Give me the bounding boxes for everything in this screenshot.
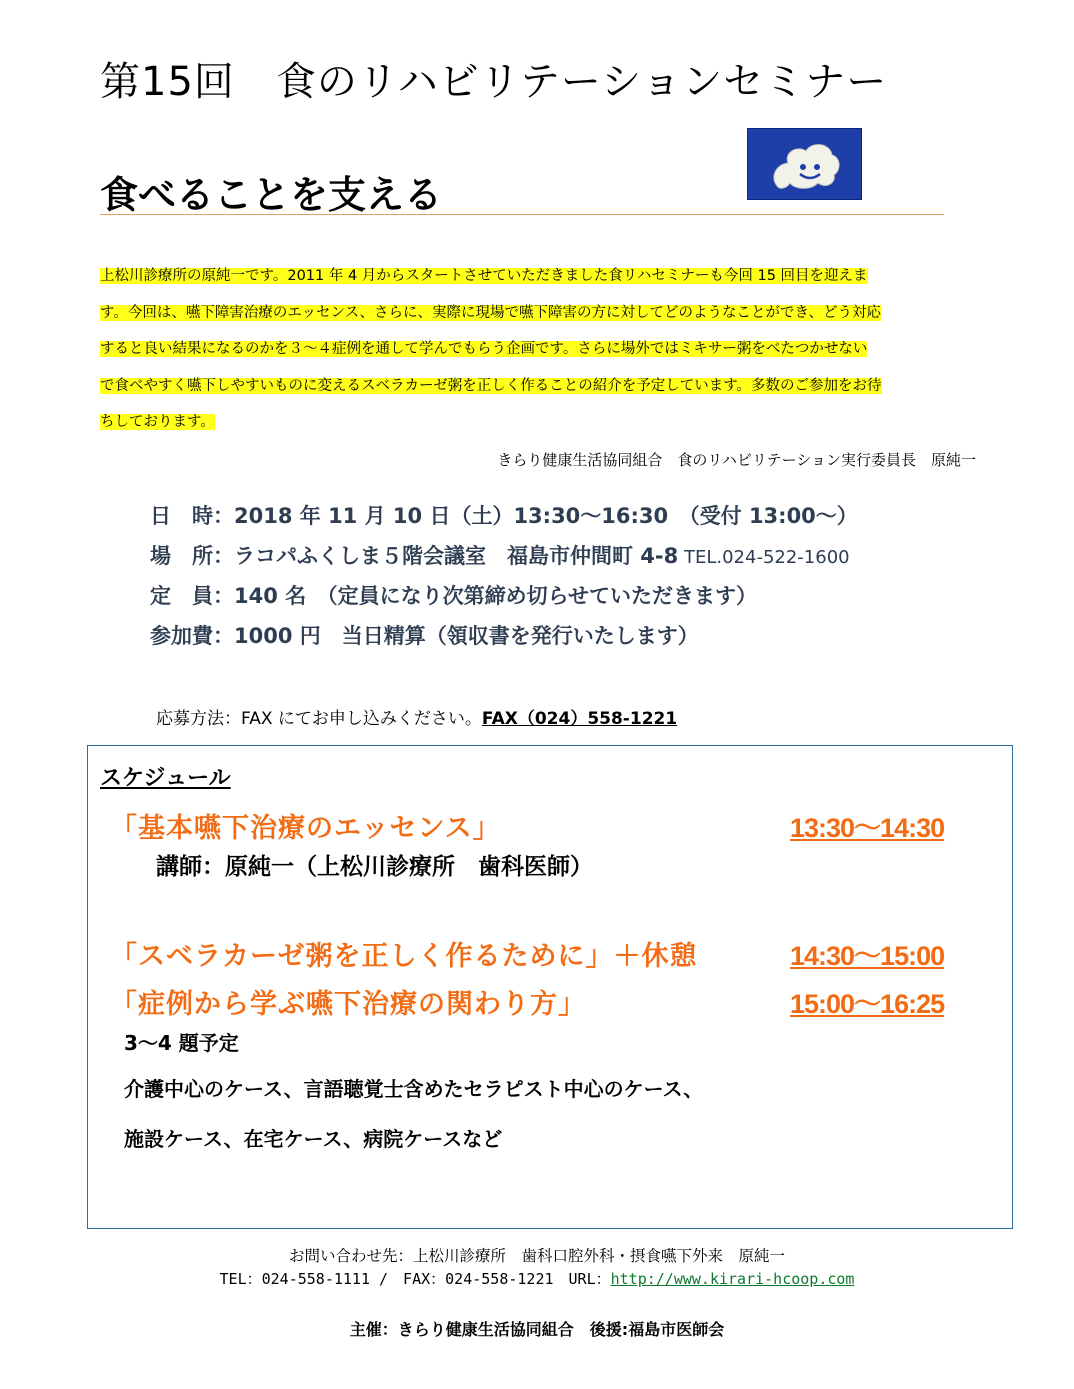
event-capacity: 定 員：140 名 （定員になり次第締め切らせていただきます） — [150, 584, 758, 608]
page-subtitle: 食べることを支える — [100, 173, 443, 217]
topics-line: 施設ケース、在宅ケース、病院ケースなど — [124, 1127, 503, 1151]
event-venue — [150, 540, 850, 570]
lecturer: 講師：原純一（上松川診療所 歯科医師） — [156, 854, 593, 880]
session-title: 「症例から学ぶ嚥下治療の関わり方」 — [110, 989, 586, 1020]
topics-line: 介護中心のケース、言語聴覚士含めたセラピスト中心のケース、 — [124, 1077, 704, 1101]
website-link[interactable]: http://www.kirari-hcoop.com — [610, 1270, 855, 1288]
contact-phones — [0, 1268, 1074, 1289]
venue-text: 場 所：ラコパふくしま５階会議室 福島市仲間町 4-8 — [150, 544, 679, 568]
session-time: 14:30～15:00 — [790, 941, 945, 971]
signature: きらり健康生活協同組合 食のリハビリテーション実行委員長 原純一 — [497, 451, 976, 469]
phone-fax-text: TEL：024-558-1111 / FAX：024-558-1221 URL： — [219, 1270, 611, 1288]
event-datetime: 日 時：2018 年 11 月 10 日（土）13:30～16:30 （受付 13:00～） — [150, 504, 858, 528]
event-fee: 参加費：1000 円 当日精算（領収書を発行いたします） — [150, 624, 699, 648]
intro-line: すると良い結果になるのかを３～４症例を通して学んでもらう企画です。さらに場外ではミキサー粥をべたつかせない — [100, 341, 868, 357]
venue-tel: TEL.024-522-1600 — [678, 547, 850, 568]
session-time: 13:30～14:30 — [790, 813, 945, 843]
intro-line: す。今回は、嚥下障害治療のエッセンス、さらに、実際に現場で嚥下障害の方に対してどのようなことができ、どう対応 — [100, 304, 881, 321]
schedule-heading: スケジュール — [100, 766, 231, 791]
intro-line: で食べやすく嚥下しやすいものに変えるスベラカーゼ粥を正しく作ることの紹介を予定しています。多数のご参加をお待 — [100, 377, 882, 394]
apply-text: 応募方法：FAX にてお申し込みください。 — [156, 709, 482, 729]
topics-count: 3～4 題予定 — [124, 1031, 239, 1055]
contact-info: お問い合わせ先：上松川診療所 歯科口腔外科・摂食嚥下外来 原純一 — [288, 1247, 785, 1265]
session-title: 「スベラカーゼ粥を正しく作るために」＋休憩 — [110, 941, 698, 972]
title-divider — [100, 214, 944, 215]
session-title: 「基本嚥下治療のエッセンス」 — [110, 813, 501, 844]
sponsor-line: 主催：きらり健康生活協同組合 後援:福島市医師会 — [349, 1320, 725, 1339]
fax-number: FAX（024）558-1221 — [481, 709, 678, 729]
intro-line: ちしております。 — [100, 414, 215, 430]
intro-line: 上松川診療所の原純一です。2011 年 4 月からスタートさせていただきました食リハセミナーも今回 15 回目を迎えま — [100, 268, 868, 284]
page-title: 第15回 食のリハビリテーションセミナー — [100, 59, 888, 105]
smiley-logo-icon — [747, 128, 862, 200]
application-method — [156, 704, 677, 729]
session-time: 15:00～16:25 — [790, 989, 945, 1019]
intro-paragraph — [100, 258, 980, 441]
